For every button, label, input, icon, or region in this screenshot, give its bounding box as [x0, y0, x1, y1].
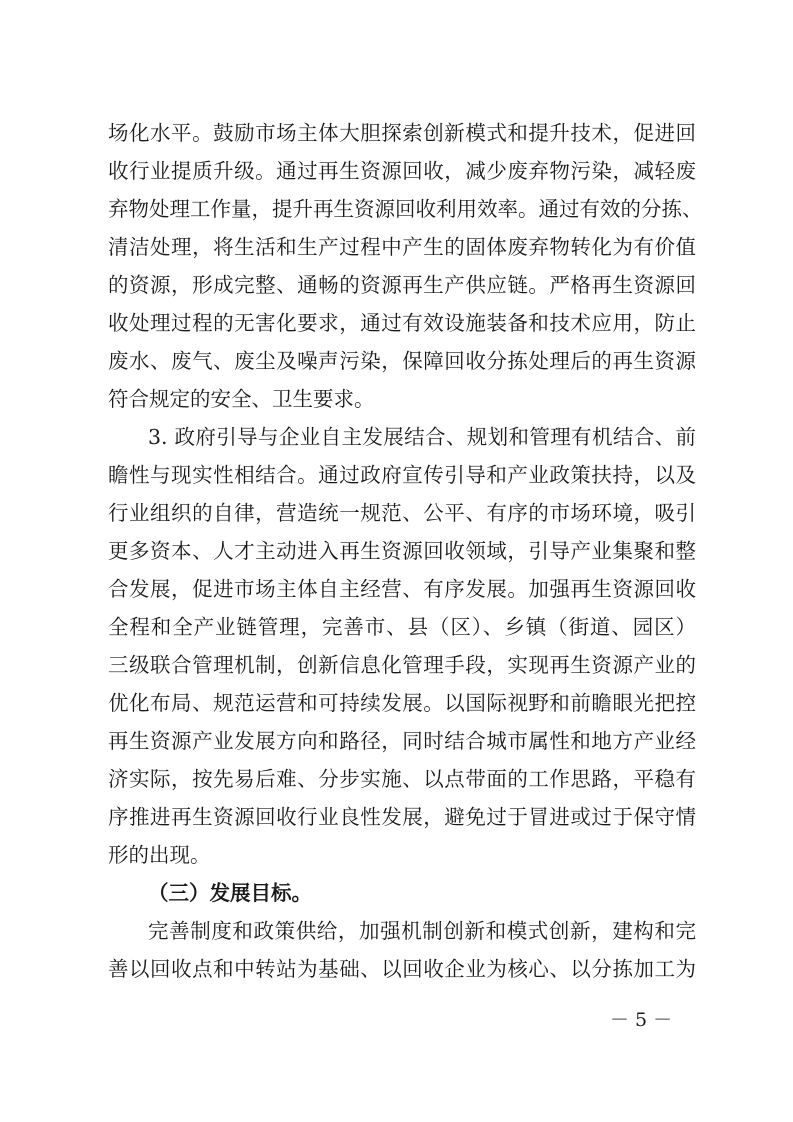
paragraph-line: 优化布局、规范运营和可持续发展。以国际视野和前瞻眼光把控	[108, 691, 696, 715]
paragraph-line: 再生资源产业发展方向和路径，同时结合城市属性和地方产业经	[108, 729, 696, 753]
paragraph-line: 废水、废气、废尘及噪声污染，保障回收分拣处理后的再生资源	[108, 349, 696, 373]
paragraph-line: 济实际，按先易后难、分步实施、以点带面的工作思路，平稳有	[108, 767, 696, 791]
paragraph-line: 清洁处理，将生活和生产过程中产生的固体废弃物转化为有价值	[108, 235, 696, 259]
paragraph-line: 合发展，促进市场主体自主经营、有序发展。加强再生资源回收	[108, 577, 696, 601]
paragraph-line: 弃物处理工作量，提升再生资源回收利用效率。通过有效的分拣、	[108, 197, 703, 221]
paragraph-line: 符合规定的安全、卫生要求。	[108, 387, 375, 411]
paragraph-line: 收行业提质升级。通过再生资源回收，减少废弃物污染，减轻废	[108, 159, 696, 183]
paragraph-line: 3. 政府引导与企业自主发展结合、规划和管理有机结合、前	[148, 425, 696, 449]
paragraph-line: 序推进再生资源回收行业良性发展，避免过于冒进或过于保守情	[108, 805, 696, 829]
paragraph-line: 行业组织的自律，营造统一规范、公平、有序的市场环境，吸引	[108, 501, 696, 525]
page-number: － 5 －	[610, 1009, 673, 1031]
paragraph-line: 全程和全产业链管理，完善市、县（区）、乡镇（街道、园区）	[108, 615, 696, 639]
paragraph-line: 场化水平。鼓励市场主体大胆探索创新模式和提升技术，促进回	[108, 121, 696, 145]
paragraph-line: 形的出现。	[108, 843, 211, 867]
paragraph-line: 的资源，形成完整、通畅的资源再生产供应链。严格再生资源回	[108, 273, 696, 297]
paragraph-line: 瞻性与现实性相结合。通过政府宣传引导和产业政策扶持，以及	[108, 463, 696, 487]
paragraph-line: 善以回收点和中转站为基础、以回收企业为核心、以分拣加工为	[108, 957, 696, 981]
section-heading: （三）发展目标。	[148, 881, 312, 905]
paragraph-line: 更多资本、人才主动进入再生资源回收领域，引导产业集聚和整	[108, 539, 696, 563]
paragraph-line: 三级联合管理机制，创新信息化管理手段，实现再生资源产业的	[108, 653, 696, 677]
paragraph-line: 完善制度和政策供给，加强机制创新和模式创新，建构和完	[148, 919, 696, 943]
paragraph-line: 收处理过程的无害化要求，通过有效设施装备和技术应用，防止	[108, 311, 696, 335]
